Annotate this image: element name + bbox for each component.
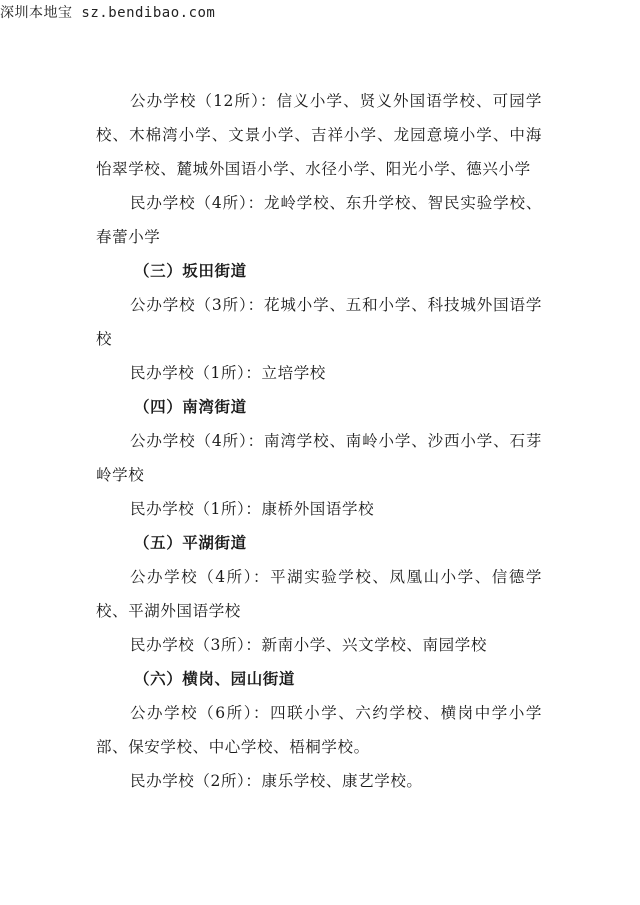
section-heading-bantian: （三）坂田街道 [134,262,247,280]
paragraph-private-schools-list: 民办学校（4所）：龙岭学校、东升学校、智民实验学校、春蕾小学 [96,194,542,246]
paragraph-bantian-public: 公办学校（3所）：花城小学、五和小学、科技城外国语学校 [96,296,542,348]
paragraph-henggang-public: 公办学校（6所）：四联小学、六约学校、横岗中学小学部、保安学校、中心学校、梧桐学校。 [96,704,542,756]
paragraph-nanwan-public: 公办学校（4所）：南湾学校、南岭小学、沙西小学、石芽岭学校 [96,432,542,484]
paragraph-nanwan-private: 民办学校（1所）：康桥外国语学校 [130,500,375,518]
paragraph-pinghu-private: 民办学校（3所）：新南小学、兴文学校、南园学校 [130,636,487,654]
section-heading-henggang-yuanshan: （六）横岗、园山街道 [134,670,296,688]
site-watermark: 深圳本地宝 sz.bendibao.com [0,5,216,21]
paragraph-public-schools-list: 公办学校（12所）：信义小学、贤义外国语学校、可园学校、木棉湾小学、文景小学、吉祥小学、龙园意境小学、中海怡翠学校、麓城外国语小学、水径小学、阳光小学、德兴小学 [96,92,542,178]
paragraph-bantian-private: 民办学校（1所）：立培学校 [130,364,326,382]
paragraph-pinghu-public: 公办学校（4所）：平湖实验学校、凤凰山小学、信德学校、平湖外国语学校 [96,568,542,620]
section-heading-pinghu: （五）平湖街道 [134,534,247,552]
section-heading-nanwan: （四）南湾街道 [134,398,247,416]
paragraph-henggang-private: 民办学校（2所）：康乐学校、康艺学校。 [130,772,423,790]
document-body [96,84,542,798]
